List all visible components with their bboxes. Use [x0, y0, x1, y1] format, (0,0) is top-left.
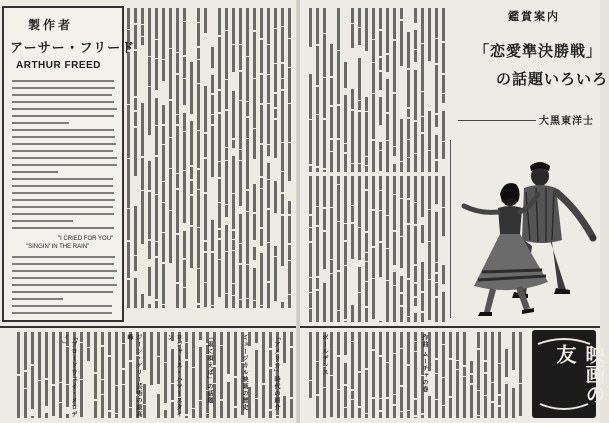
text-column: [434, 332, 439, 418]
text-column: [245, 8, 250, 308]
text-column: [357, 176, 362, 322]
text-column: [455, 332, 460, 418]
text-line: [12, 178, 113, 180]
text-column: [217, 8, 222, 308]
text-column: [51, 332, 56, 418]
text-column: [287, 8, 292, 308]
left-footer-tag-2: ミュージカル映画の歴史: [241, 334, 248, 411]
text-column: [231, 8, 236, 308]
right-page-body-text: [308, 8, 446, 172]
text-column: [196, 8, 201, 308]
text-column: [322, 8, 327, 172]
text-column: [147, 8, 152, 308]
text-line: [12, 150, 113, 152]
text-column: [511, 332, 516, 418]
magazine-stamp-logo: [532, 330, 606, 418]
text-column: [184, 332, 189, 418]
text-column: [399, 176, 404, 322]
article-heading-label: 鑑賞案内: [508, 10, 560, 23]
text-line: [12, 94, 112, 96]
text-column: [399, 332, 404, 418]
text-column: [434, 8, 439, 172]
article-heading-sub: の話題いろいろ: [496, 70, 609, 88]
left-footer-tag-4: ロジャース・ハマースタイン: [166, 334, 182, 418]
text-column: [226, 332, 231, 418]
text-column: [266, 8, 271, 308]
article-author: 大黒東洋士: [536, 112, 597, 127]
text-column: [308, 332, 313, 418]
text-column: [406, 176, 411, 322]
text-line: [12, 192, 114, 194]
text-line: [12, 256, 115, 258]
text-column: [483, 332, 488, 418]
producer-name-en: ARTHUR FREED: [16, 60, 101, 71]
text-column: [357, 8, 362, 172]
text-column: [198, 332, 203, 418]
text-column: [79, 332, 84, 418]
text-column: [392, 176, 397, 322]
text-column: [308, 8, 313, 172]
text-column: [149, 332, 154, 418]
text-column: [427, 176, 432, 322]
producer-name-ja: アーサー・フリード: [10, 41, 136, 56]
text-line: [12, 108, 117, 110]
text-column: [490, 332, 495, 418]
text-column: [476, 332, 481, 418]
text-column: [385, 332, 390, 418]
text-column: [254, 332, 259, 418]
text-column: [107, 332, 112, 418]
right-footer-tag-2: 作曲 ムーチャの巻: [421, 334, 428, 394]
text-column: [392, 8, 397, 172]
text-line: [12, 171, 58, 173]
song-title-2: "SINGIN' IN THE RAIN": [26, 244, 90, 250]
text-line: [12, 284, 117, 286]
text-column: [168, 8, 173, 308]
text-column: [462, 332, 467, 418]
text-column: [329, 176, 334, 322]
text-column: [189, 8, 194, 308]
text-column: [336, 176, 341, 322]
text-column: [357, 332, 362, 418]
text-column: [37, 332, 42, 418]
text-column: [343, 332, 348, 418]
text-column: [100, 332, 105, 418]
text-column: [420, 176, 425, 322]
text-column: [140, 8, 145, 308]
text-column: [191, 332, 196, 418]
text-line: [12, 227, 114, 229]
text-column: [364, 332, 369, 418]
text-column: [233, 332, 238, 418]
text-column: [378, 8, 383, 172]
text-column: [23, 332, 28, 418]
text-column: [252, 8, 257, 308]
text-line: [12, 298, 63, 300]
text-line: [12, 312, 112, 314]
text-column: [238, 8, 243, 308]
producer-profile-box: [2, 6, 136, 322]
text-column: [30, 332, 35, 418]
text-column: [93, 332, 98, 418]
text-column: [350, 176, 355, 322]
text-column: [210, 8, 215, 308]
text-column: [308, 176, 313, 322]
text-column: [350, 8, 355, 172]
text-column: [343, 176, 348, 322]
text-column: [497, 332, 502, 418]
text-line: [12, 157, 117, 159]
text-column: [203, 8, 208, 308]
text-column: [413, 8, 418, 172]
text-line: [12, 164, 117, 166]
text-column: [385, 176, 390, 322]
producer-bio-text: [12, 80, 118, 234]
text-line: [12, 122, 69, 124]
text-column: [413, 332, 418, 418]
text-column: [289, 332, 294, 418]
text-line: [12, 136, 115, 138]
right-footer-text: [308, 332, 523, 418]
text-column: [16, 332, 21, 418]
text-column: [371, 176, 376, 322]
text-line: [12, 305, 112, 307]
text-column: [175, 8, 180, 308]
text-line: [12, 129, 114, 131]
article-heading-main: 「恋愛準決勝戦」: [474, 42, 603, 60]
text-column: [413, 176, 418, 322]
text-column: [282, 332, 287, 418]
producer-role-label: 製作者: [28, 18, 74, 32]
text-line: [12, 206, 113, 208]
text-line: [12, 263, 114, 265]
text-column: [273, 8, 278, 308]
producer-bio-text-continued: [12, 256, 118, 319]
left-page-body-text: [126, 8, 292, 308]
text-column: [322, 176, 327, 322]
article-heading-panel: [452, 2, 609, 132]
text-column: [392, 332, 397, 418]
right-page-lower-text: [308, 176, 446, 322]
text-column: [154, 8, 159, 308]
text-line: [12, 277, 114, 279]
left-footer-tag-3: 「雨に唄えば」の話題: [206, 334, 213, 404]
text-column: [378, 332, 383, 418]
text-column: [364, 176, 369, 322]
text-line: [12, 115, 114, 117]
text-column: [329, 332, 334, 418]
text-column: [427, 8, 432, 172]
text-line: [12, 143, 116, 145]
text-column: [441, 332, 446, 418]
left-footer-text: [16, 332, 294, 418]
text-column: [371, 8, 376, 172]
song-title-1: "I CRIED FOR YOU": [58, 236, 114, 242]
text-column: [259, 8, 264, 308]
text-column: [44, 332, 49, 418]
text-column: [441, 176, 446, 322]
text-column: [441, 8, 446, 172]
text-column: [336, 8, 341, 172]
text-column: [224, 8, 229, 308]
text-column: [315, 176, 320, 322]
photo-caption-divider: [450, 140, 451, 318]
text-line: [12, 291, 113, 293]
text-column: [156, 332, 161, 418]
text-column: [420, 8, 425, 172]
text-line: [12, 220, 73, 222]
text-column: [329, 8, 334, 172]
text-column: [280, 8, 285, 308]
text-column: [343, 8, 348, 172]
right-page: [300, 0, 609, 423]
left-footer-tag-6: 「ブロードウェイ・メロディ」: [61, 334, 77, 418]
left-footer-tag-5: ジーン・ケリー芸術の最高峰: [126, 334, 142, 418]
text-line: [12, 199, 115, 201]
text-column: [261, 332, 266, 418]
text-column: [399, 8, 404, 172]
right-footer-divider: [300, 326, 600, 328]
left-footer-divider: [0, 326, 296, 328]
text-line: [12, 213, 114, 215]
text-column: [518, 332, 523, 418]
text-column: [86, 332, 91, 418]
text-column: [406, 332, 411, 418]
text-column: [448, 332, 453, 418]
text-column: [385, 8, 390, 172]
text-column: [378, 176, 383, 322]
left-page: [0, 0, 298, 423]
text-column: [434, 176, 439, 322]
text-line: [12, 80, 114, 82]
text-line: [12, 87, 115, 89]
text-column: [114, 332, 119, 418]
text-column: [182, 8, 187, 308]
text-line: [12, 101, 114, 103]
text-line: [12, 185, 113, 187]
text-column: [469, 332, 474, 418]
text-column: [350, 332, 355, 418]
text-line: [12, 270, 117, 272]
right-footer-tag-1: ボールデンス: [321, 334, 328, 376]
stamp-title: 映画の友: [553, 344, 606, 404]
text-column: [315, 8, 320, 172]
text-column: [364, 8, 369, 172]
text-column: [219, 332, 224, 418]
text-column: [371, 332, 376, 418]
left-footer-tag-1: 「アメリカ」時代の紹介: [273, 334, 280, 411]
text-column: [161, 8, 166, 308]
text-column: [504, 332, 509, 418]
text-column: [336, 332, 341, 418]
dancing-couple-photo: [452, 136, 598, 322]
text-column: [406, 8, 411, 172]
